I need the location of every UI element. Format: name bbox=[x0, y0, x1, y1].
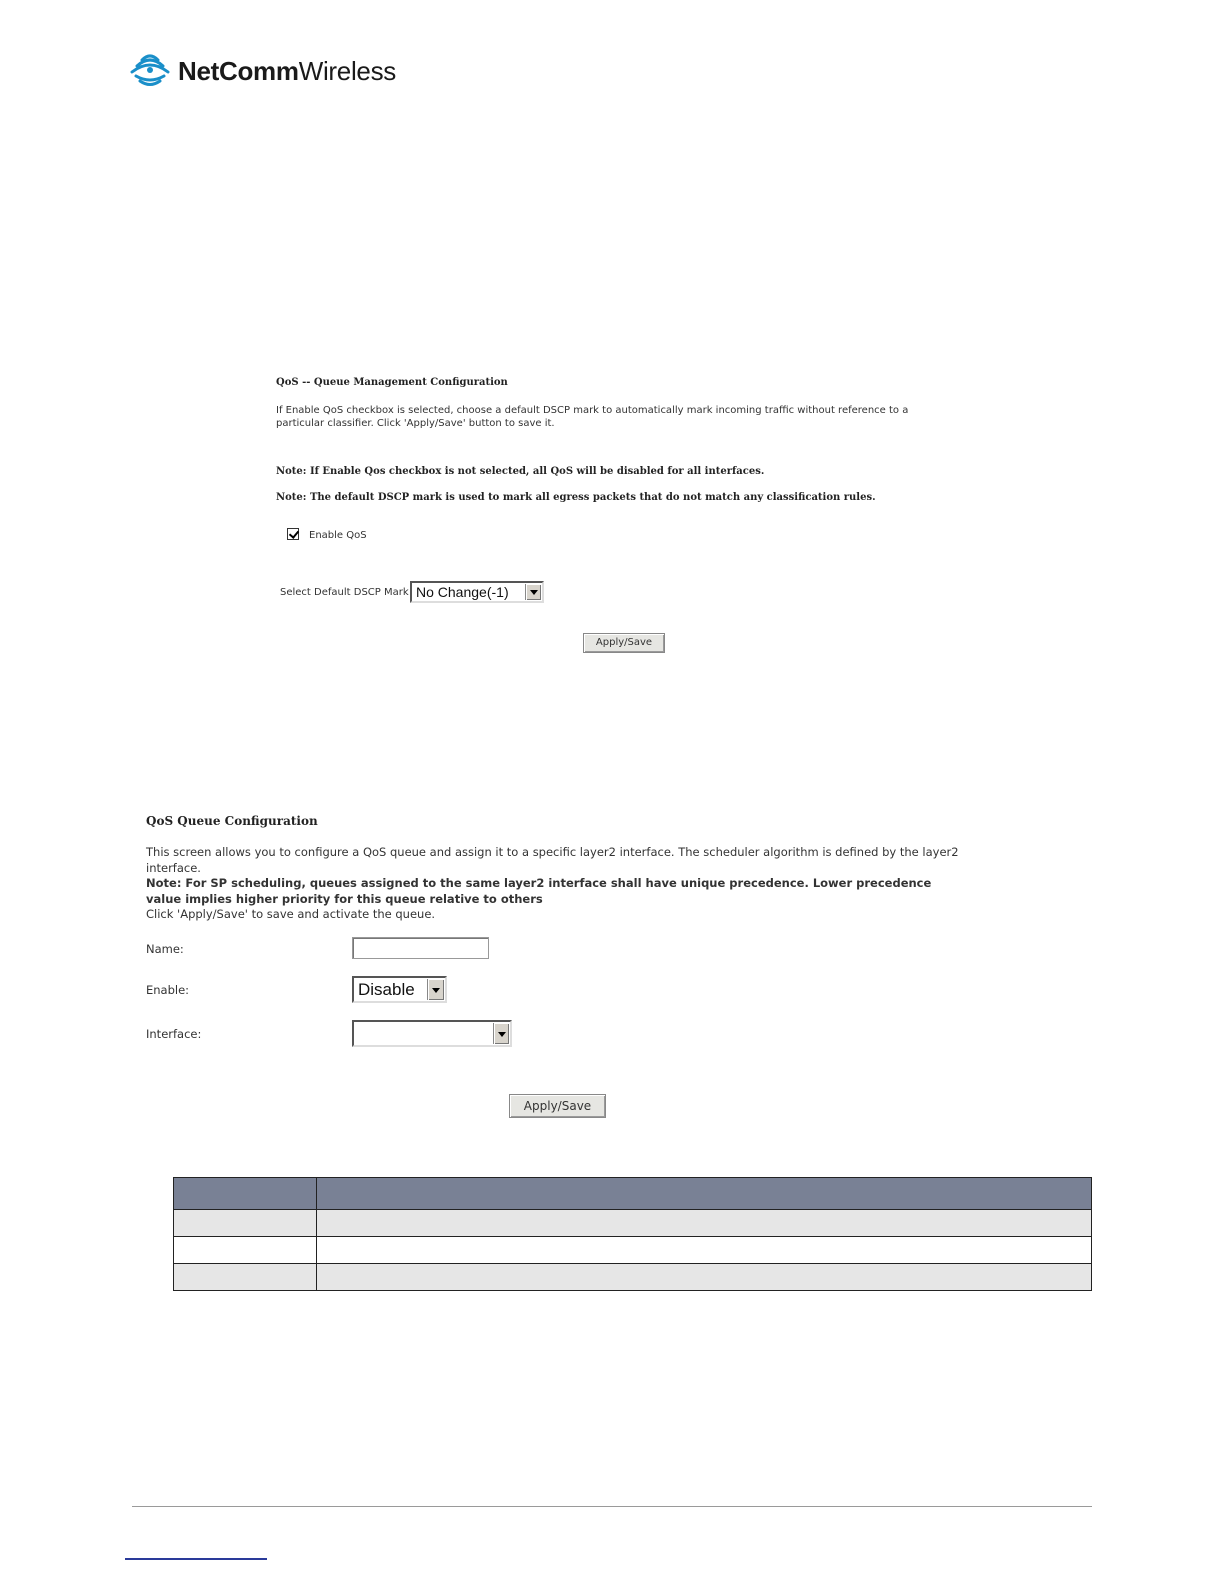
queue-management-note-1: Note: If Enable Qos checkbox is not selected, all QoS will be disabled for all interfaces. bbox=[276, 466, 765, 477]
footer-divider bbox=[132, 1506, 1092, 1507]
queue-management-apply-button[interactable]: Apply/Save bbox=[583, 633, 665, 653]
queue-config-desc-line3: Click 'Apply/Save' to save and activate the queue. bbox=[146, 907, 436, 921]
queue-management-description: If Enable QoS checkbox is selected, choose a default DSCP mark to automatically mark incoming traffic without reference to a particular classifier. Click 'Apply/Save' button to save it. bbox=[276, 405, 909, 429]
settings-table bbox=[173, 1177, 1092, 1291]
footer-link[interactable] bbox=[125, 1558, 267, 1560]
chevron-down-icon[interactable] bbox=[525, 584, 541, 600]
enable-qos-label: Enable QoS bbox=[309, 530, 367, 541]
table-cell bbox=[174, 1210, 317, 1237]
table-cell bbox=[174, 1237, 317, 1264]
table-cell bbox=[317, 1210, 1092, 1237]
brand-wordmark: NetCommWireless bbox=[178, 56, 396, 86]
dscp-mark-label: Select Default DSCP Mark bbox=[280, 587, 409, 598]
table-row bbox=[174, 1237, 1092, 1264]
table-header-row bbox=[174, 1178, 1092, 1210]
chevron-down-icon[interactable] bbox=[427, 979, 444, 1000]
queue-enable-select[interactable] bbox=[352, 976, 447, 1003]
queue-management-note-2: Note: The default DSCP mark is used to mark all egress packets that do not match any classification rules. bbox=[276, 492, 876, 503]
queue-config-desc-line1: This screen allows you to configure a QoS queue and assign it to a specific layer2 interface. The scheduler algorithm is defined by the layer2 interface. bbox=[146, 845, 959, 875]
table-header-cell bbox=[317, 1178, 1092, 1210]
queue-management-title: QoS -- Queue Management Configuration bbox=[276, 377, 508, 388]
queue-enable-value: Disable bbox=[358, 980, 415, 999]
dscp-mark-select[interactable] bbox=[410, 581, 544, 603]
chevron-down-icon[interactable] bbox=[493, 1023, 509, 1044]
brand-logo bbox=[128, 48, 428, 94]
queue-config-title: QoS Queue Configuration bbox=[146, 814, 318, 828]
queue-name-label: Name: bbox=[146, 942, 184, 956]
table-cell bbox=[174, 1264, 317, 1291]
table-header-cell bbox=[174, 1178, 317, 1210]
table-cell bbox=[317, 1264, 1092, 1291]
queue-enable-label: Enable: bbox=[146, 983, 190, 997]
wifi-logo-icon bbox=[128, 48, 172, 92]
queue-config-desc-note: Note: For SP scheduling, queues assigned to the same layer2 interface shall have unique precedence. Lower precedence value implies higher priority for this queue relative to others bbox=[146, 876, 932, 906]
queue-interface-select[interactable] bbox=[352, 1020, 512, 1047]
queue-interface-label: Interface: bbox=[146, 1027, 202, 1041]
enable-qos-checkbox[interactable] bbox=[287, 528, 299, 540]
queue-name-input[interactable] bbox=[352, 937, 489, 959]
queue-config-apply-button[interactable]: Apply/Save bbox=[509, 1094, 606, 1118]
queue-config-description bbox=[146, 845, 966, 923]
table-cell bbox=[317, 1237, 1092, 1264]
table-row bbox=[174, 1264, 1092, 1291]
dscp-mark-value: No Change(-1) bbox=[416, 584, 509, 600]
table-row bbox=[174, 1210, 1092, 1237]
